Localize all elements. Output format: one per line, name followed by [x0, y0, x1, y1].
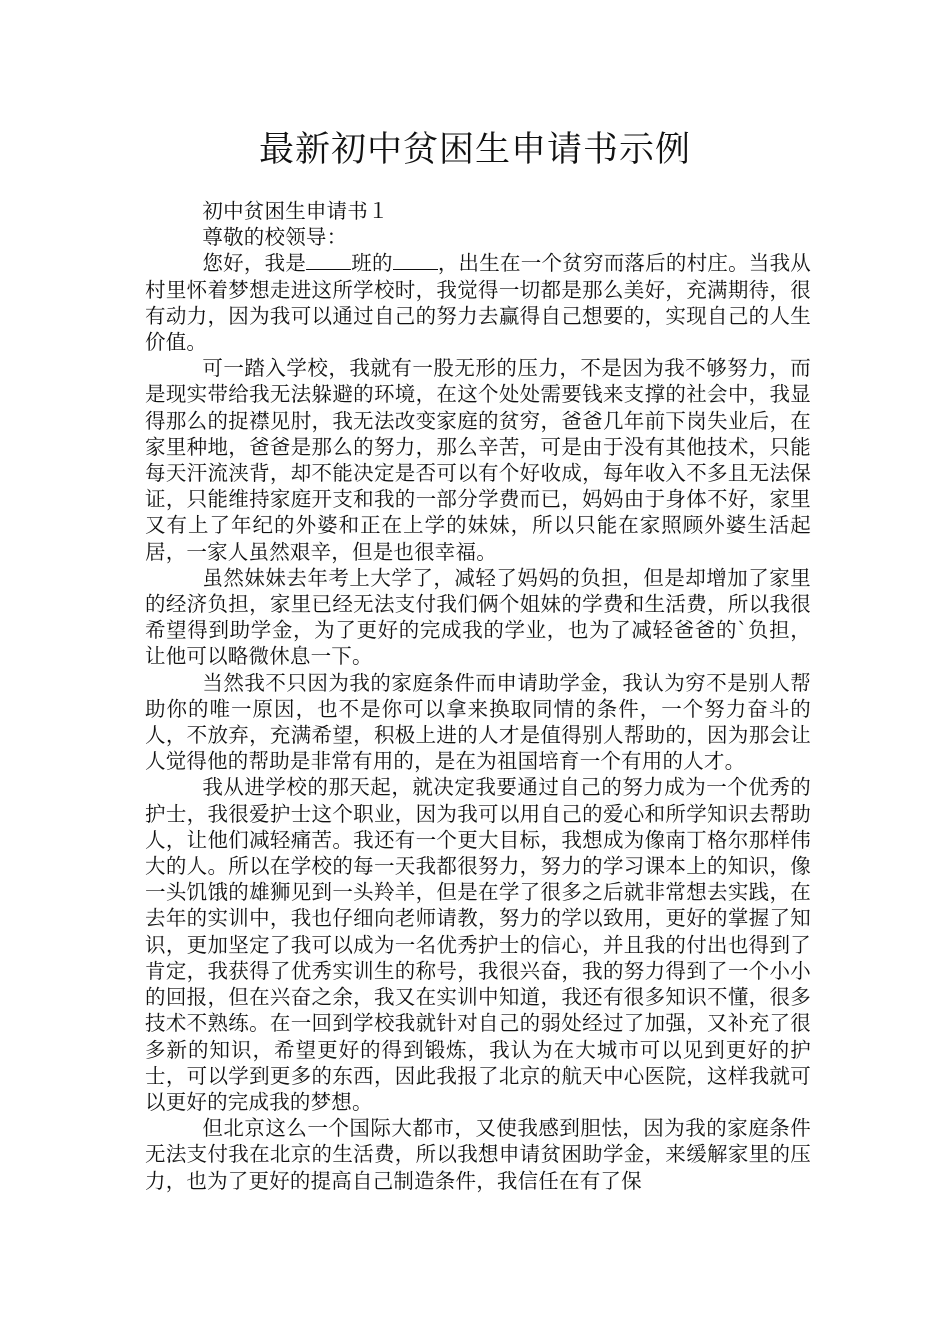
paragraph-6: 但北京这么一个国际大都市，又使我感到胆怯，因为我的家庭条件无法支付我在北京的生活费，所以我想申请贫困助学金，来缓解家里的压力，也为了更好的提高自己制造条件，我信任在有了保 [145, 1116, 811, 1193]
paragraph-1-part-2: 班的 [351, 251, 393, 276]
paragraph-4: 当然我不只因为我的家庭条件而申请助学金，我认为穷不是别人帮助你的唯一原因，也不是你可以拿来换取同情的条件，一个努力奋斗的人，不放弃，充满希望，积极上进的人才是值得别人帮助的，因为那会让人觉得他的帮助是非常有用的，是在为祖国培育一个有用的人才。 [145, 670, 811, 774]
document-title: 最新初中贫困生申请书示例 [258, 130, 691, 170]
paragraph-2: 可一踏入学校，我就有一股无形的压力，不是因为我不够努力，而是现实带给我无法躲避的环境，在这个处处需要钱来支撑的社会中，我显得那么的捉襟见肘，我无法改变家庭的贫穷，爸爸几年前下岗失业后，在家里种地，爸爸是那么的努力，那么辛苦，可是由于没有其他技术，只能每天汗流浃背，却不能决定是否可以有个好收成，每年收入不多且无法保证，只能维持家庭开支和我的一部分学费而已，妈妈由于身体不好，家里又有上了年纪的外婆和正在上学的妹妹，所以只能在家照顾外婆生活起居，一家人虽然艰辛，但是也很幸福。 [145, 356, 811, 564]
paragraph-3: 虽然妹妹去年考上大学了，减轻了妈妈的负担，但是却增加了家里的经济负担，家里已经无法支付我们俩个姐妹的学费和生活费，所以我很希望得到助学金，为了更好的完成我的学业，也为了减轻爸爸的`负担，让他可以略微休息一下。 [145, 565, 811, 669]
paragraph-1 [145, 250, 811, 355]
document-body [145, 198, 811, 1194]
paragraph-5: 我从进学校的那天起，就决定我要通过自己的努力成为一个优秀的护士，我很爱护士这个职业，因为我可以用自己的爱心和所学知识去帮助人，让他们减轻痛苦。我还有一个更大目标，我想成为像南丁格尔那样伟大的人。所以在学校的每一天我都很努力，努力的学习课本上的知识，像一头饥饿的雄狮见到一头羚羊，但是在学了很多之后就非常想去实践，在去年的实训中，我也仔细向老师请教，努力的学以致用，更好的掌握了知识，更加坚定了我可以成为一名优秀护士的信心，并且我的付出也得到了肯定，我获得了优秀实训生的称号，我很兴奋，我的努力得到了一个小小的回报，但在兴奋之余，我又在实训中知道，我还有很多知识不懂，很多技术不熟练。在一回到学校我就针对自己的弱处经过了加强，又补充了很多新的知识，希望更好的得到锻炼，我认为在大城市可以见到更好的护士，可以学到更多的东西，因此我报了北京的航天中心医院，这样我就可以更好的完成我的梦想。 [145, 775, 811, 1114]
letter-heading: 初中贫困生申请书１ [202, 199, 389, 223]
paragraph-1-part-1: 您好，我是 [202, 251, 307, 276]
name-blank [393, 251, 438, 270]
letter-salutation: 尊敬的校领导： [202, 225, 348, 250]
class-blank [306, 251, 351, 270]
paragraph-1-part-3: ，出生在一个贫穷而落后的村庄。当我从村里怀着梦想走进这所学校时，我觉得一切都是那么美好，充满期待，很有动力，因为我可以通过自己的努力去赢得自己想要的，实现自己的人生价值。 [145, 251, 812, 355]
